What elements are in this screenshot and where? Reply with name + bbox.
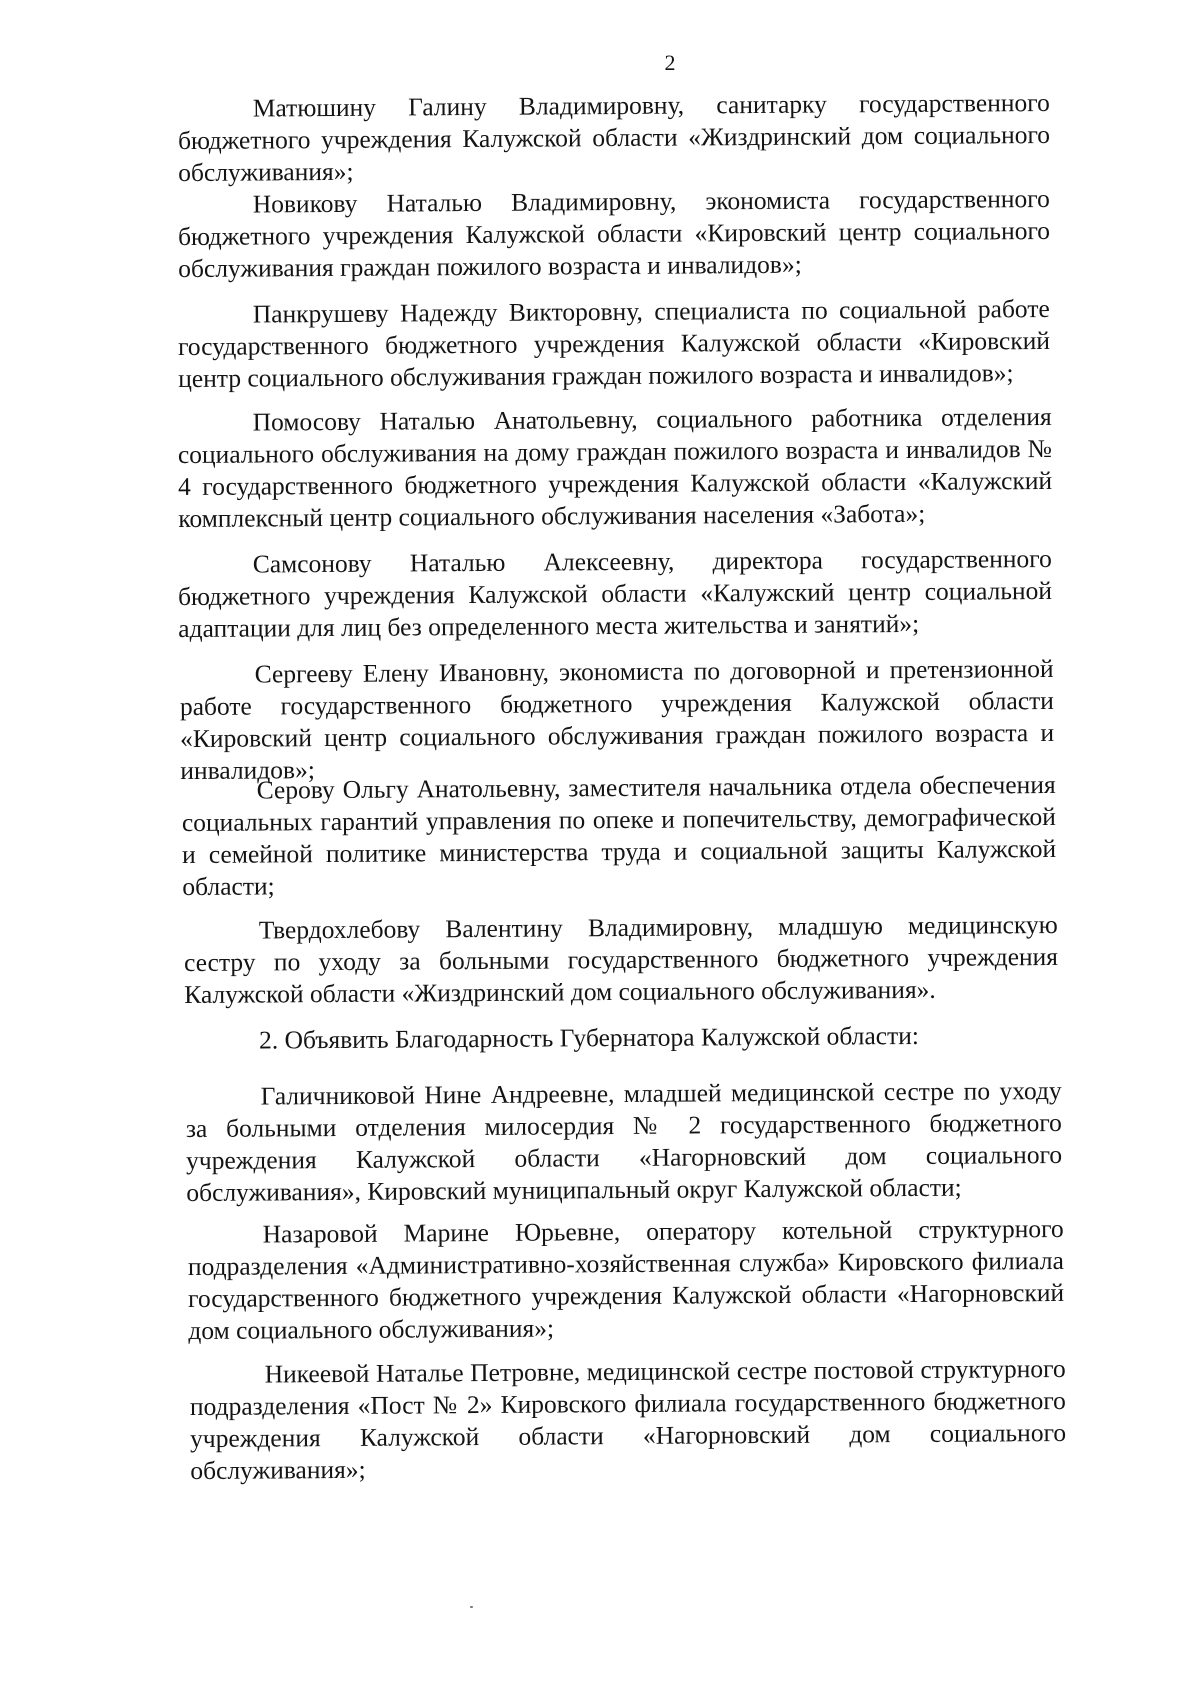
paragraph-galichnikova: Галичниковой Нине Андреевне, младшей медицинской сестре по уходу за больными отделения милосердия № 2 государственного бюджетного учреждения Калужской области «Нагорновский дом социального обслуживания», Кировский муниципальный округ Калужской области; <box>185 1075 1063 1208</box>
paragraph-tverdokhlebova: Твердохлебову Валентину Владимировну, младшую медицинскую сестру по уходу за больными государственного бюджетного учреждения Калужской области «Жиздринский дом социального обслуживания». <box>183 909 1059 1010</box>
paragraph-nazarova: Назаровой Марине Юрьевне, оператору котельной структурного подразделения «Административно-хозяйственная служба» Кировского филиала государственного бюджетного учреждения Калужской области «Нагорновский дом социального обслуживания»; <box>187 1213 1065 1346</box>
paragraph-serova: Серову Ольгу Анатольевну, заместителя начальника отдела обеспечения социальных гарантий управления по опеке и попечительству, демографической и семейной политике министерства труда и социальной защиты Калужской области; <box>181 769 1057 902</box>
paragraph-samsonova: Самсонову Наталью Алексеевну, директора государственного бюджетного учреждения Калужской области «Калужский центр социальной адаптации для лиц без определенного места жительства и занятий»; <box>177 543 1053 644</box>
paragraph-novikova: Новикову Наталью Владимировну, экономиста государственного бюджетного учреждения Калужской области «Кировский центр социального обслуживания граждан пожилого возраста и инвалидов»; <box>177 183 1051 284</box>
paragraph-pomosova: Помосову Наталью Анатольевну, социального работника отделения социального обслуживания на дому граждан пожилого возраста и инвалидов № 4 государственного бюджетного учреждения Калужской области «Калужский комплексный центр социального обслуживания населения «Забота»; <box>177 401 1053 534</box>
paragraph-matyushina: Матюшину Галину Владимировну, санитарку государственного бюджетного учреждения Калужской области «Жиздринский дом социального обслуживания»; <box>177 87 1051 188</box>
scan-artifact <box>470 1606 473 1608</box>
section-heading-gratitude: 2. Объявить Благодарность Губернатора Калужской области: <box>258 1020 920 1055</box>
paragraph-pankrusheva: Панкрушеву Надежду Викторовну, специалиста по социальной работе государственного бюджетного учреждения Калужской области «Кировский центр социального обслуживания граждан пожилого возраста и инвалидов»; <box>177 293 1051 394</box>
page-number: 2 <box>664 50 676 75</box>
paragraph-nikeeva: Никеевой Наталье Петровне, медицинской сестре постовой структурного подразделения «Пост № 2» Кировского филиала государственного бюджетного учреждения Калужской области «Нагорновский дом социального обслуживания»; <box>189 1353 1067 1486</box>
paragraph-sergeeva: Сергееву Елену Ивановну, экономиста по договорной и претензионной работе государственного бюджетного учреждения Калужской области «Кировский центр социального обслуживания граждан пожилого возраста и инвалидов»; <box>179 653 1055 786</box>
